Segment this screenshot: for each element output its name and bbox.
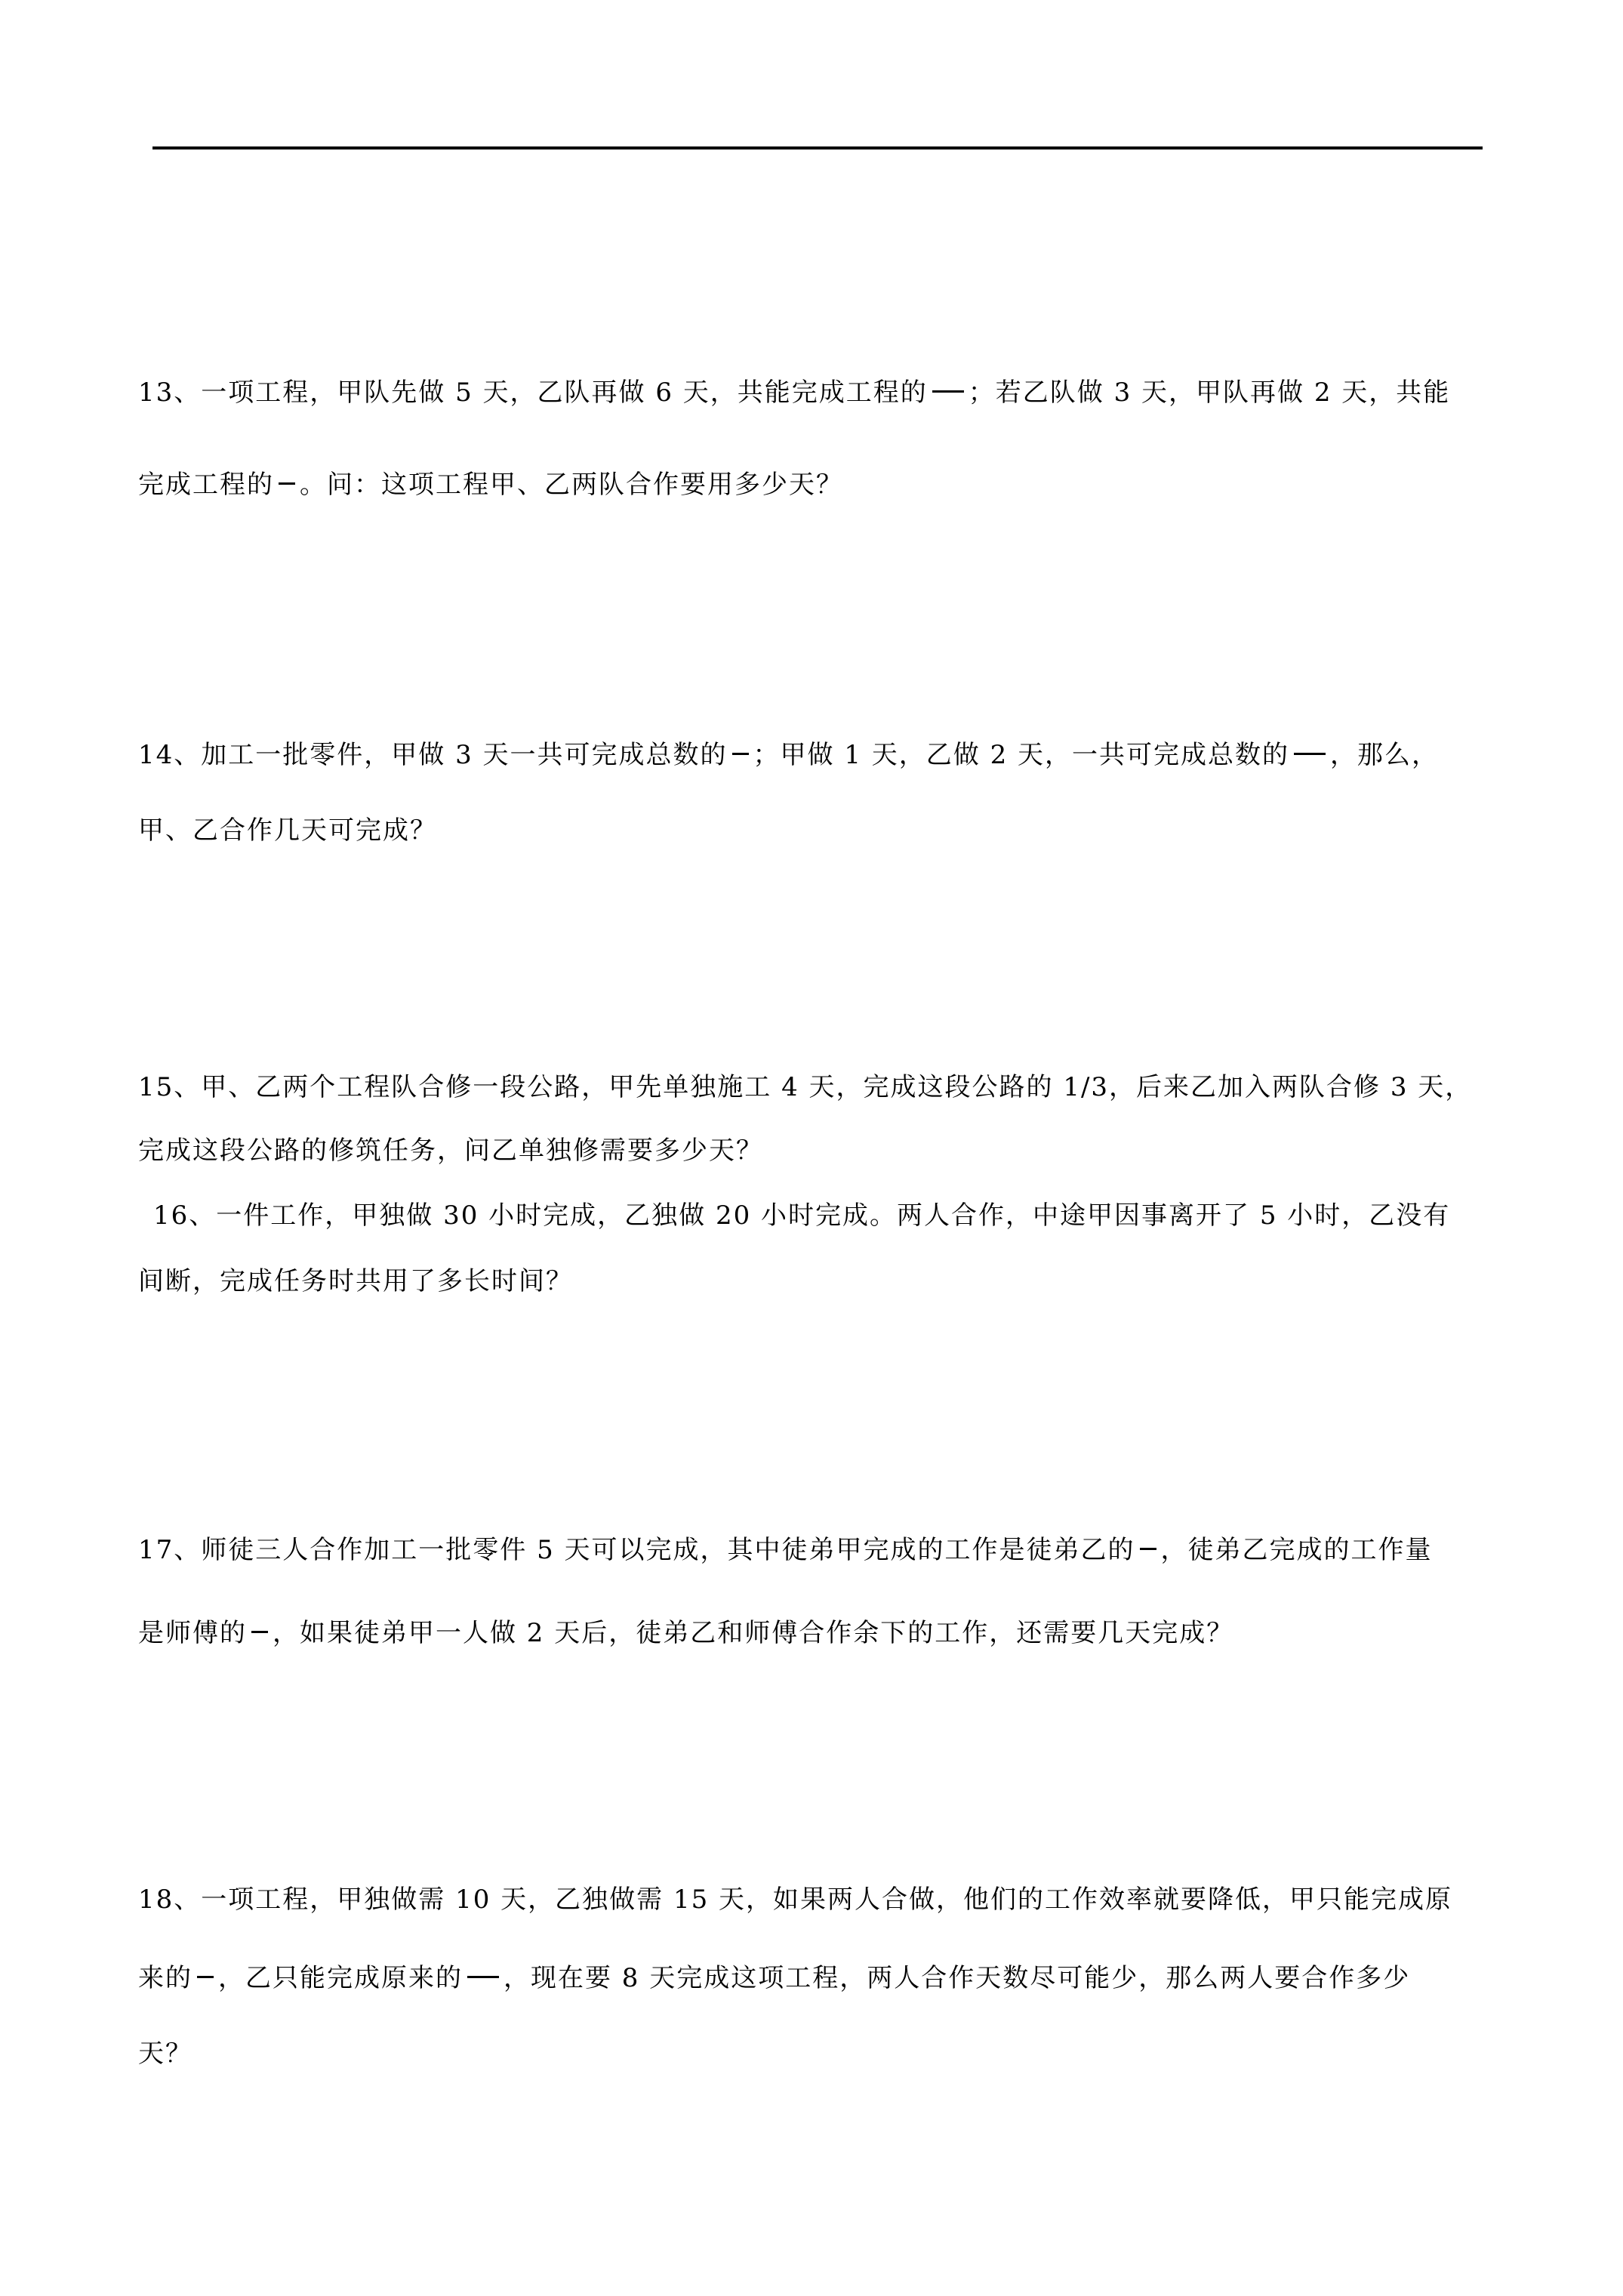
problem-13-text: 13、一项工程，甲队先做 5 天，乙队再做 6 天，共能完成工程的 <box>138 378 928 408</box>
problem-16-text: 16、一件工作，甲独做 30 小时完成，乙独做 20 小时完成。两人合作，中途甲因事离开了 5 小时，乙没有 <box>153 1200 1451 1231</box>
problem-17-text: ，徒弟乙完成的工作量 <box>1160 1535 1433 1565</box>
problem-15-line-2 <box>138 1136 763 1166</box>
problem-18-line-3 <box>138 2039 192 2069</box>
problem-13-line-1 <box>138 378 1450 408</box>
problem-17-text: 17、师徒三人合作加工一批零件 5 天可以完成，其中徒弟甲完成的工作是徒弟乙的 <box>138 1535 1135 1565</box>
problem-16-line-1 <box>153 1200 1450 1231</box>
problem-15-line-1 <box>138 1072 1472 1102</box>
problem-18-text: 18、一项工程，甲独做需 10 天，乙独做需 15 天，如果两人合做，他们的工作效率就要降低，甲只能完成原 <box>138 1885 1453 1915</box>
header-rule <box>152 146 1483 149</box>
problem-13-text: 完成工程的 <box>138 470 274 500</box>
problem-18-text: 来的 <box>138 1963 192 1993</box>
fraction-placeholder <box>279 482 295 485</box>
problem-15-text: 15、甲、乙两个工程队合修一段公路，甲先单独施工 4 天，完成这段公路的 1/3，后来乙加入两队合修 3 天， <box>138 1072 1473 1102</box>
problem-14-line-2 <box>138 815 437 846</box>
problem-14-text: ，那么， <box>1330 740 1440 770</box>
fraction-placeholder <box>1140 1548 1156 1550</box>
problem-18-text: ，现在要 8 天完成这项工程，两人合作天数尽可能少，那么两人要合作多少 <box>504 1963 1411 1993</box>
problem-17-text: 是师傅的 <box>138 1618 247 1648</box>
problem-18-line-2 <box>138 1963 1410 1993</box>
fraction-placeholder <box>251 1631 268 1633</box>
problem-14-text: 14、加工一批零件，甲做 3 天一共可完成总数的 <box>138 740 728 770</box>
problem-13-text: 。问：这项工程甲、乙两队合作要用多少天？ <box>300 470 843 500</box>
problem-14-text: ；甲做 1 天，乙做 2 天，一共可完成总数的 <box>753 740 1290 770</box>
problem-13-line-2 <box>138 470 843 500</box>
problem-15-text: 完成这段公路的修筑任务，问乙单独修需要多少天？ <box>138 1136 763 1166</box>
problem-18-text: ，乙只能完成原来的 <box>218 1963 463 1993</box>
problem-13-text: ；若乙队做 3 天，甲队再做 2 天，共能 <box>968 378 1451 408</box>
fraction-placeholder <box>932 390 964 393</box>
problem-18-text: 天？ <box>138 2039 192 2069</box>
problem-16-line-2 <box>138 1266 573 1296</box>
fraction-placeholder <box>732 753 749 755</box>
fraction-placeholder <box>197 1976 214 1978</box>
problem-14-line-1 <box>138 740 1439 770</box>
problem-17-line-1 <box>138 1535 1433 1565</box>
problem-14-text: 甲、乙合作几天可完成？ <box>138 815 437 846</box>
fraction-placeholder <box>1294 753 1326 755</box>
problem-17-line-2 <box>138 1618 1233 1648</box>
problem-18-line-1 <box>138 1885 1452 1915</box>
problem-17-text: ，如果徒弟甲一人做 2 天后，徒弟乙和师傅合作余下的工作，还需要几天完成？ <box>273 1618 1234 1648</box>
problem-16-text: 间断，完成任务时共用了多长时间？ <box>138 1266 573 1296</box>
fraction-placeholder <box>467 1976 499 1978</box>
